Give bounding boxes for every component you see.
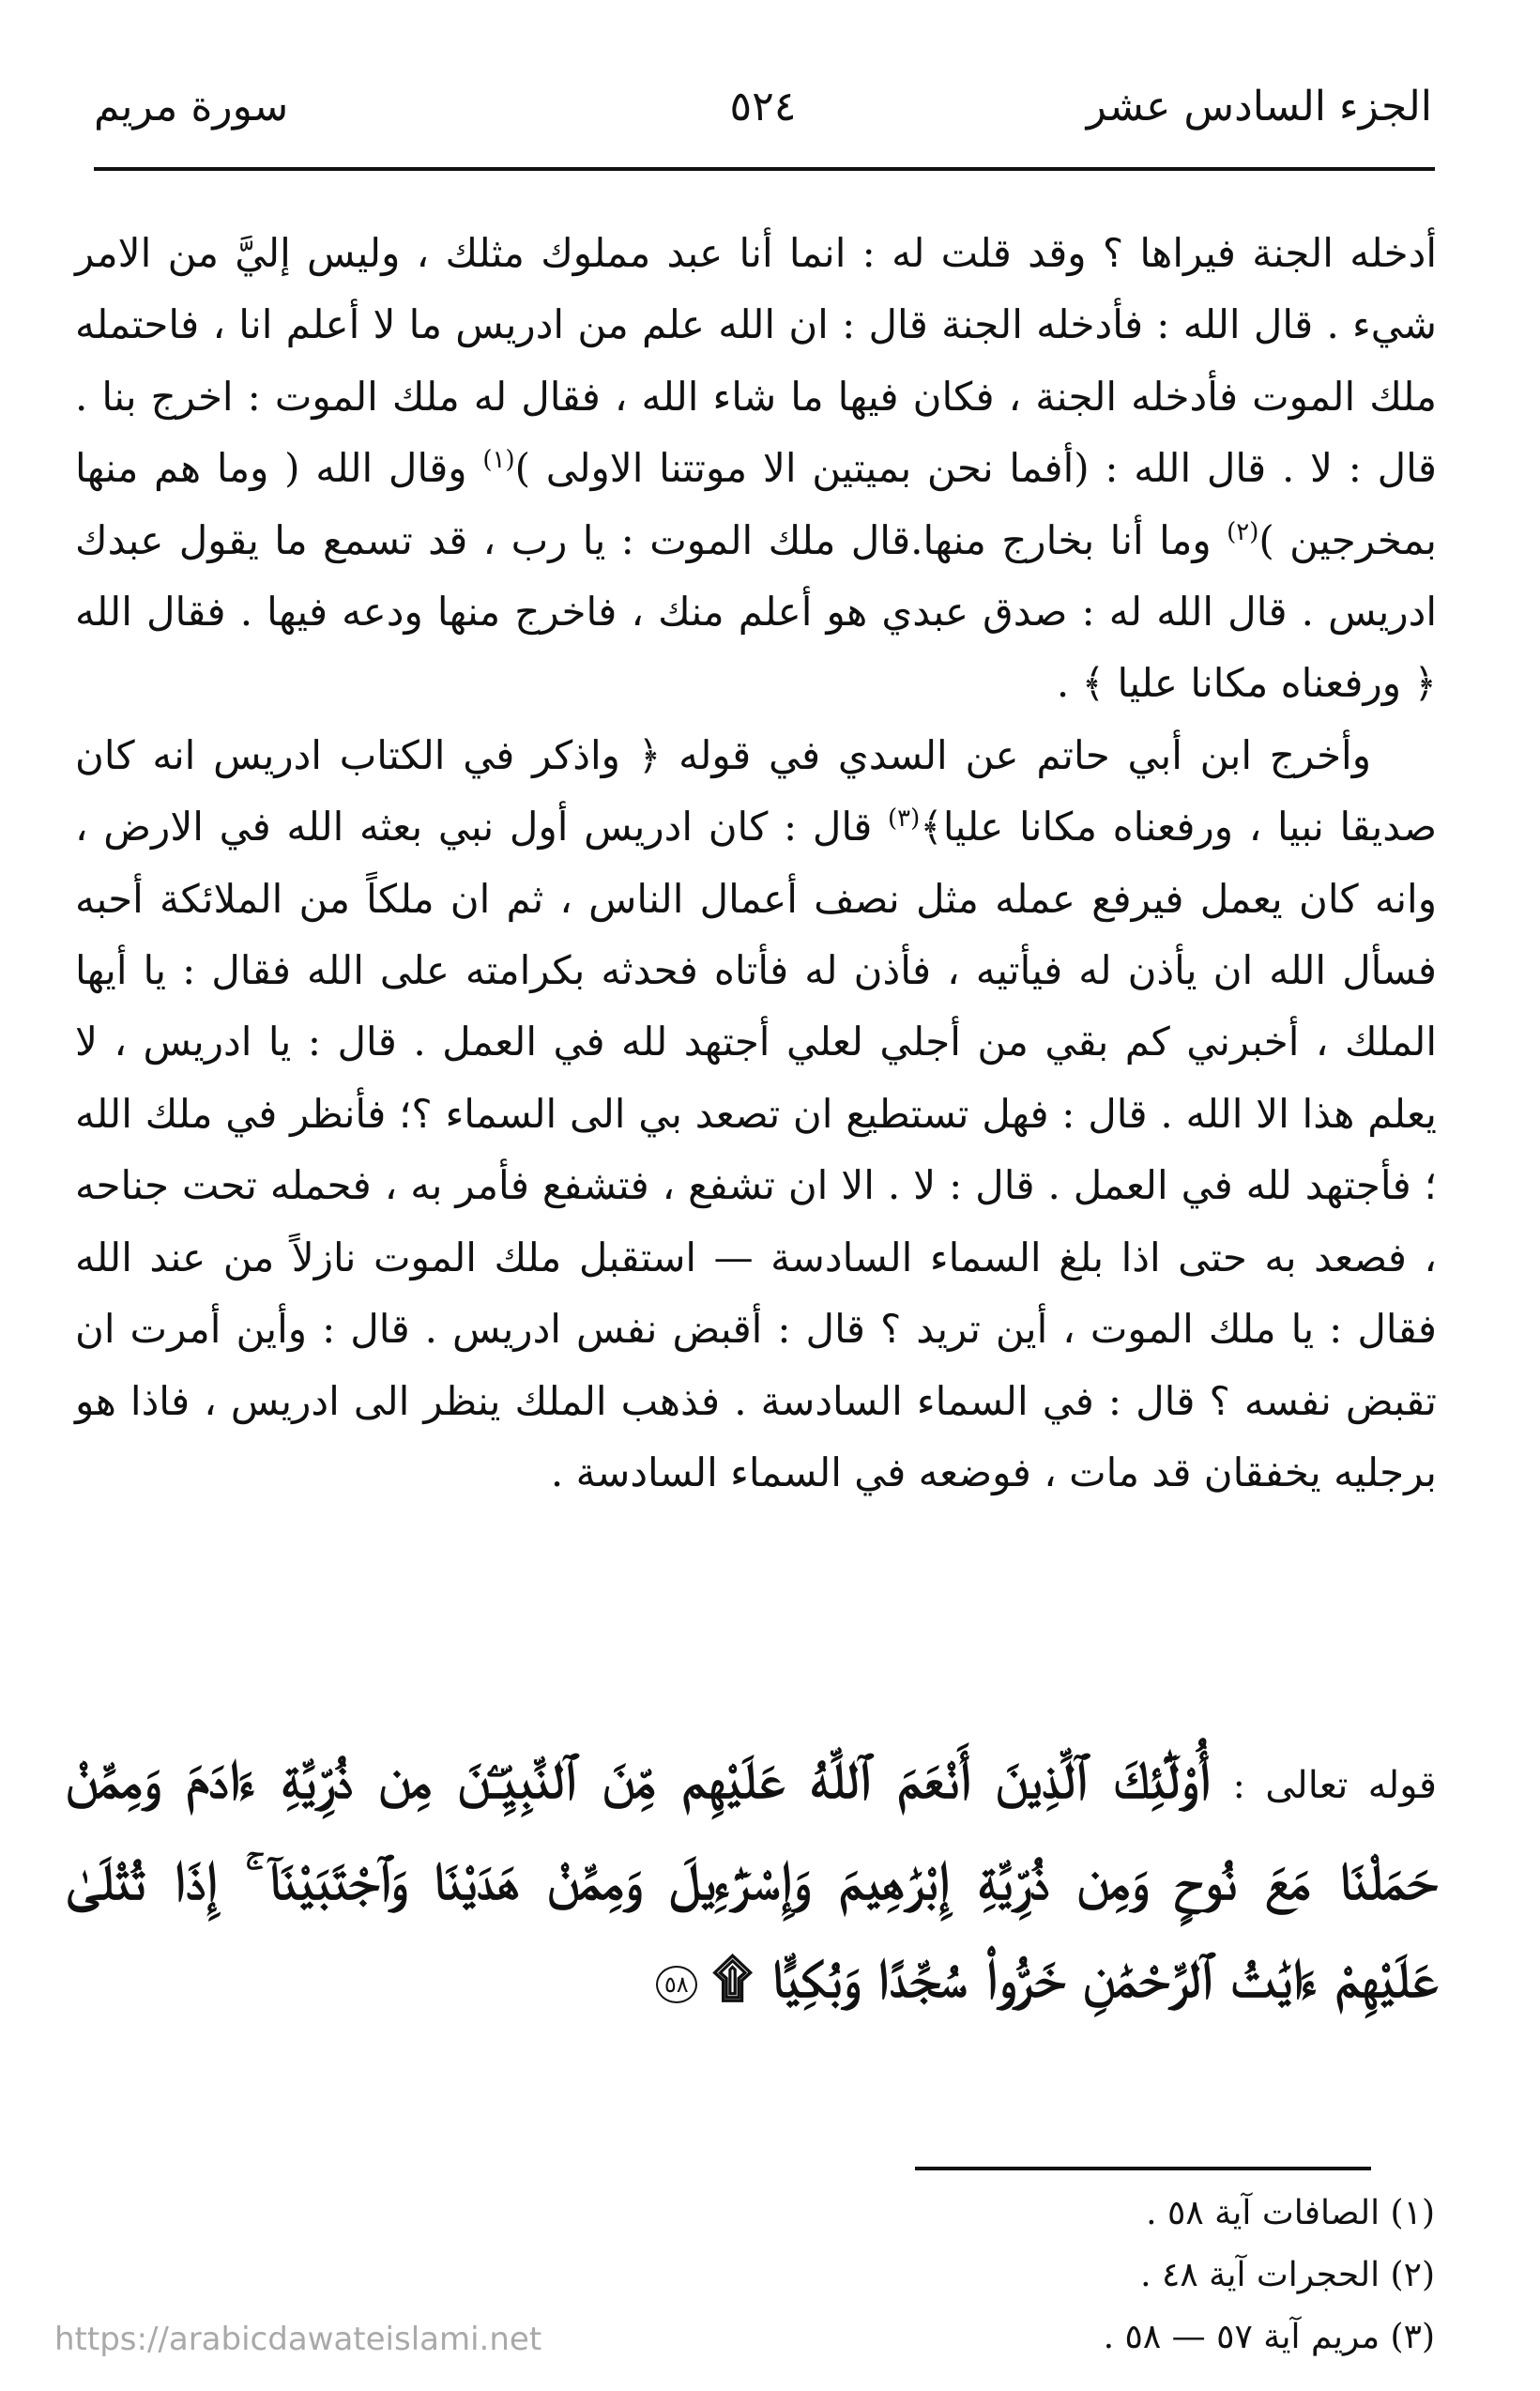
surah-title: سورة مريم	[94, 83, 289, 130]
verse-intro: قوله تعالى :	[1232, 1764, 1438, 1807]
footnote-3: (٣) مريم آية ٥٧ — ٥٨ .	[1103, 2318, 1435, 2356]
footnote-1: (١) الصافات آية ٥٨ .	[1146, 2194, 1435, 2232]
verse-number-marker: ٥٨	[656, 1966, 697, 2003]
paragraph-2-part-2: قال : كان ادريس أول نبي بعثه الله في الارض ، وانه كان يعمل فيرفع عمله مثل نصف أعمال الناس ، ثم ان ملكاً من الملائكة أحبه فسأل الله ان يأذن له فيأتيه ، فأذن له فأتاه فحدثه بكرامته على الله فقال : يا أيها الملك ، أخبرني كم بقي من أجلي لعلي أجتهد لله في العمل . قال : يا ادريس ، لا يعلم هذا الا الله . قال : فهل تستطيع ان تصعد بي الى السماء ؟؛ فأنظر في ملك الله ؛ فأجتهد لله في العمل . قال : لا . الا ان تشفع ، فتشفع فأمر به ، فحمله تحت جناحه ، فصعد به حتى اذا بلغ السماء السادسة — استقبل ملك الموت نازلاً من عند الله فقال : يا ملك الموت ، أين تريد ؟ قال : أقبض نفس ادريس . قال : وأين أمرت ان تقبض نفسه ؟ قال : في السماء السادسة . فذهب الملك ينظر الى ادريس ، فاذا هو برجليه يخفقان قد مات ، فوضعه في السماء السادسة .	[75, 804, 1437, 1495]
main-text	[75, 218, 1437, 1509]
paragraph-1-part-2: وقال الله ( وما هم منها بمخرجين )	[75, 445, 1437, 563]
footnote-ref-2: (٢)	[1227, 517, 1259, 546]
footnote-ref-3: (٣)	[887, 805, 921, 834]
footnote-2: (٢) الحجرات آية ٤٨ .	[1140, 2256, 1435, 2294]
page-number: ٥٢٤	[729, 83, 797, 130]
footnote-divider	[915, 2167, 1371, 2170]
quran-verse-block	[66, 1732, 1437, 2029]
paragraph-2-part-1: وأخرج ابن أبي حاتم عن السدي في قوله ﴿ واذكر في الكتاب ادريس انه كان صديقا نبيا ، ورفعناه مكانا عليا﴾	[75, 731, 1437, 851]
quran-verse	[66, 1732, 1437, 2029]
paragraph-1-part-3: وما أنا بخارج منها.قال ملك الموت : يا رب ، قد تسمع ما يقول عبدك ادريس . قال الله له : صدق عبدي هو أعلم منك ، فاخرج منها ودعه فيها . فقال الله ﴿ ورفعناه مكانا عليا ﴾ .	[75, 516, 1437, 707]
paragraph-2	[75, 720, 1437, 1509]
footnote-ref-1: (١)	[482, 446, 515, 475]
verse-text: أُوْلَٰٓئِكَ ٱلَّذِينَ أَنْعَمَ ٱللَّهُ عَلَيْهِم مِّنَ ٱلنَّبِيِّـۧنَ مِن ذُرِّيَّةِ ءَادَمَ وَمِمَّنْ حَمَلْنَا مَعَ نُوحٍ وَمِن ذُرِّيَّةِ إِبْرَٰهِيمَ وَإِسْرَٰٓءِيلَ وَمِمَّنْ هَدَيْنَا وَٱجْتَبَيْنَآ ۚ إِذَا تُتْلَىٰ عَلَيْهِمْ ءَايَٰتُ ٱلرَّحْمَٰنِ خَرُّوا۟ سُجَّدًا وَبُكِيًّا ۩	[66, 1749, 1437, 2010]
watermark-url: https://arabicdawateislami.net	[54, 2321, 542, 2358]
part-title: الجزء السادس عشر	[1086, 83, 1432, 130]
paragraph-1-part-1: أدخله الجنة فيراها ؟ وقد قلت له : انما أنا عبد مملوك مثلك ، وليس إليَّ من الامر شيء . قال الله : فأدخله الجنة قال : ان الله علم من ادريس ما لا أعلم انا ، فاحتمله ملك الموت فأدخله الجنة ، فكان فيها ما شاء الله ، فقال له ملك الموت : اخرج بنا . قال : لا . قال الله : (أفما نحن بميتين الا موتتنا الاولى )	[75, 230, 1437, 492]
header-divider	[94, 167, 1435, 171]
page-header	[94, 83, 1432, 150]
footnotes	[684, 2183, 1435, 2368]
paragraph-1	[75, 218, 1437, 720]
